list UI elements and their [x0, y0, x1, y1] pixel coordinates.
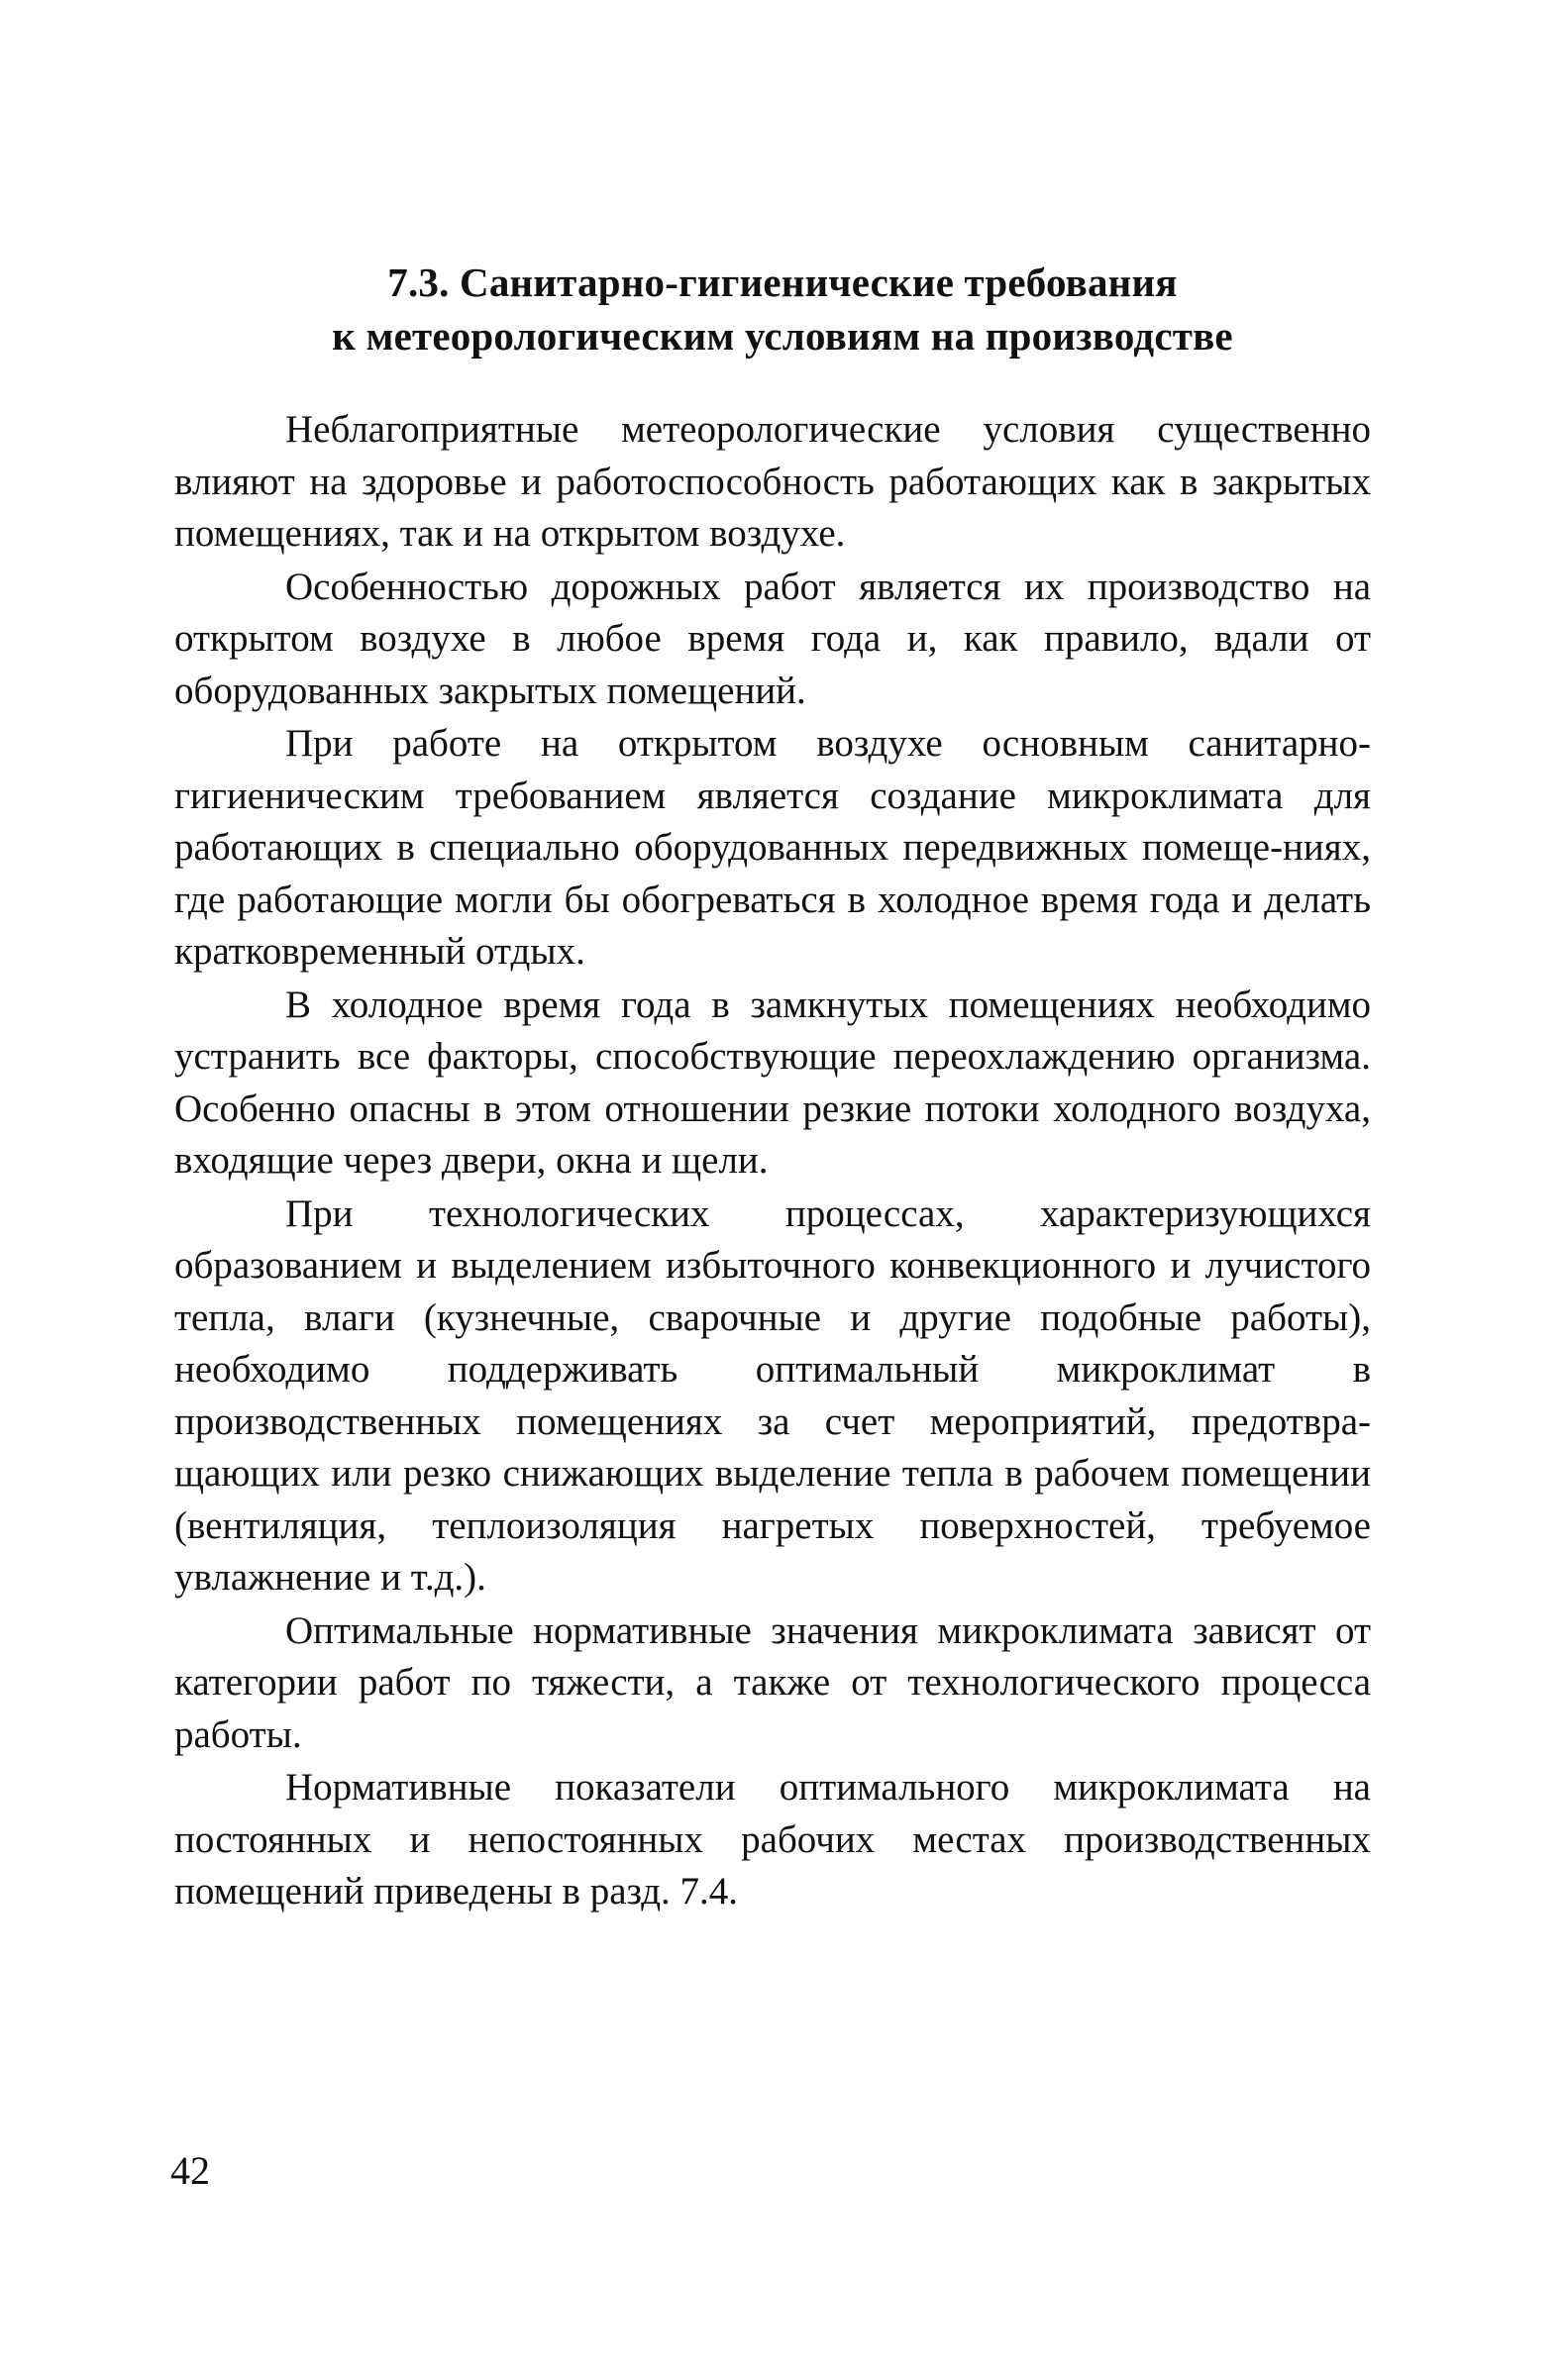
paragraph-7: Нормативные показатели оптимального микроклимата на постоянных и непостоянных рабочих местах производственных помещений приведены в разд. 7.4.	[174, 1766, 1371, 1913]
paragraph-5: При технологических процессах, характеризующихся образованием и выделением избыточного конвекционного и лучистого тепла, влаги (кузнечные, сварочные и другие подобные работы), необходимо поддерживать оптимальный микроклимат в производственных помещениях за счет мероприятий, предотвра-щающих или резко снижающих выделение тепла в рабочем помещении (вентиляция, теплоизоляция нагретых поверхностей, требуемое увлажнение и т.д.).	[174, 1191, 1371, 1599]
paragraph-3: При работе на открытом воздухе основным санитарно-гигиеническим требованием является создание микроклимата для работающих в специально оборудованных передвижных помеще-ниях, где работающие могли бы обогреваться в холодное время года и делать кратковременный отдых.	[174, 722, 1371, 973]
paragraph-4: В холодное время года в замкнутых помещениях необходимо устранить все факторы, способствующие переохлаждению организма. Особенно опасны в этом отношении резкие потоки холодного воздуха, входящие через двери, окна и щели.	[174, 983, 1371, 1182]
section-heading	[173, 256, 1392, 362]
section-title-line-2: к метеорологическим условиям на производстве	[332, 313, 1233, 359]
section-title-line-1: 7.3. Санитарно-гигиенические требования	[387, 259, 1178, 305]
paragraph-1: Неблагоприятные метеорологические условия существенно влияют на здоровье и работоспособность работающих как в закрытых помещениях, так и на открытом воздухе.	[174, 408, 1371, 555]
body-text	[174, 404, 1371, 1918]
paragraph-2: Особенностью дорожных работ является их производство на открытом воздухе в любое время года и, как правило, вдали от оборудованных закрытых помещений.	[174, 565, 1371, 712]
page-number: 42	[170, 2148, 210, 2193]
paragraph-6: Оптимальные нормативные значения микроклимата зависят от категории работ по тяжести, а также от технологического процесса работы.	[174, 1608, 1371, 1756]
